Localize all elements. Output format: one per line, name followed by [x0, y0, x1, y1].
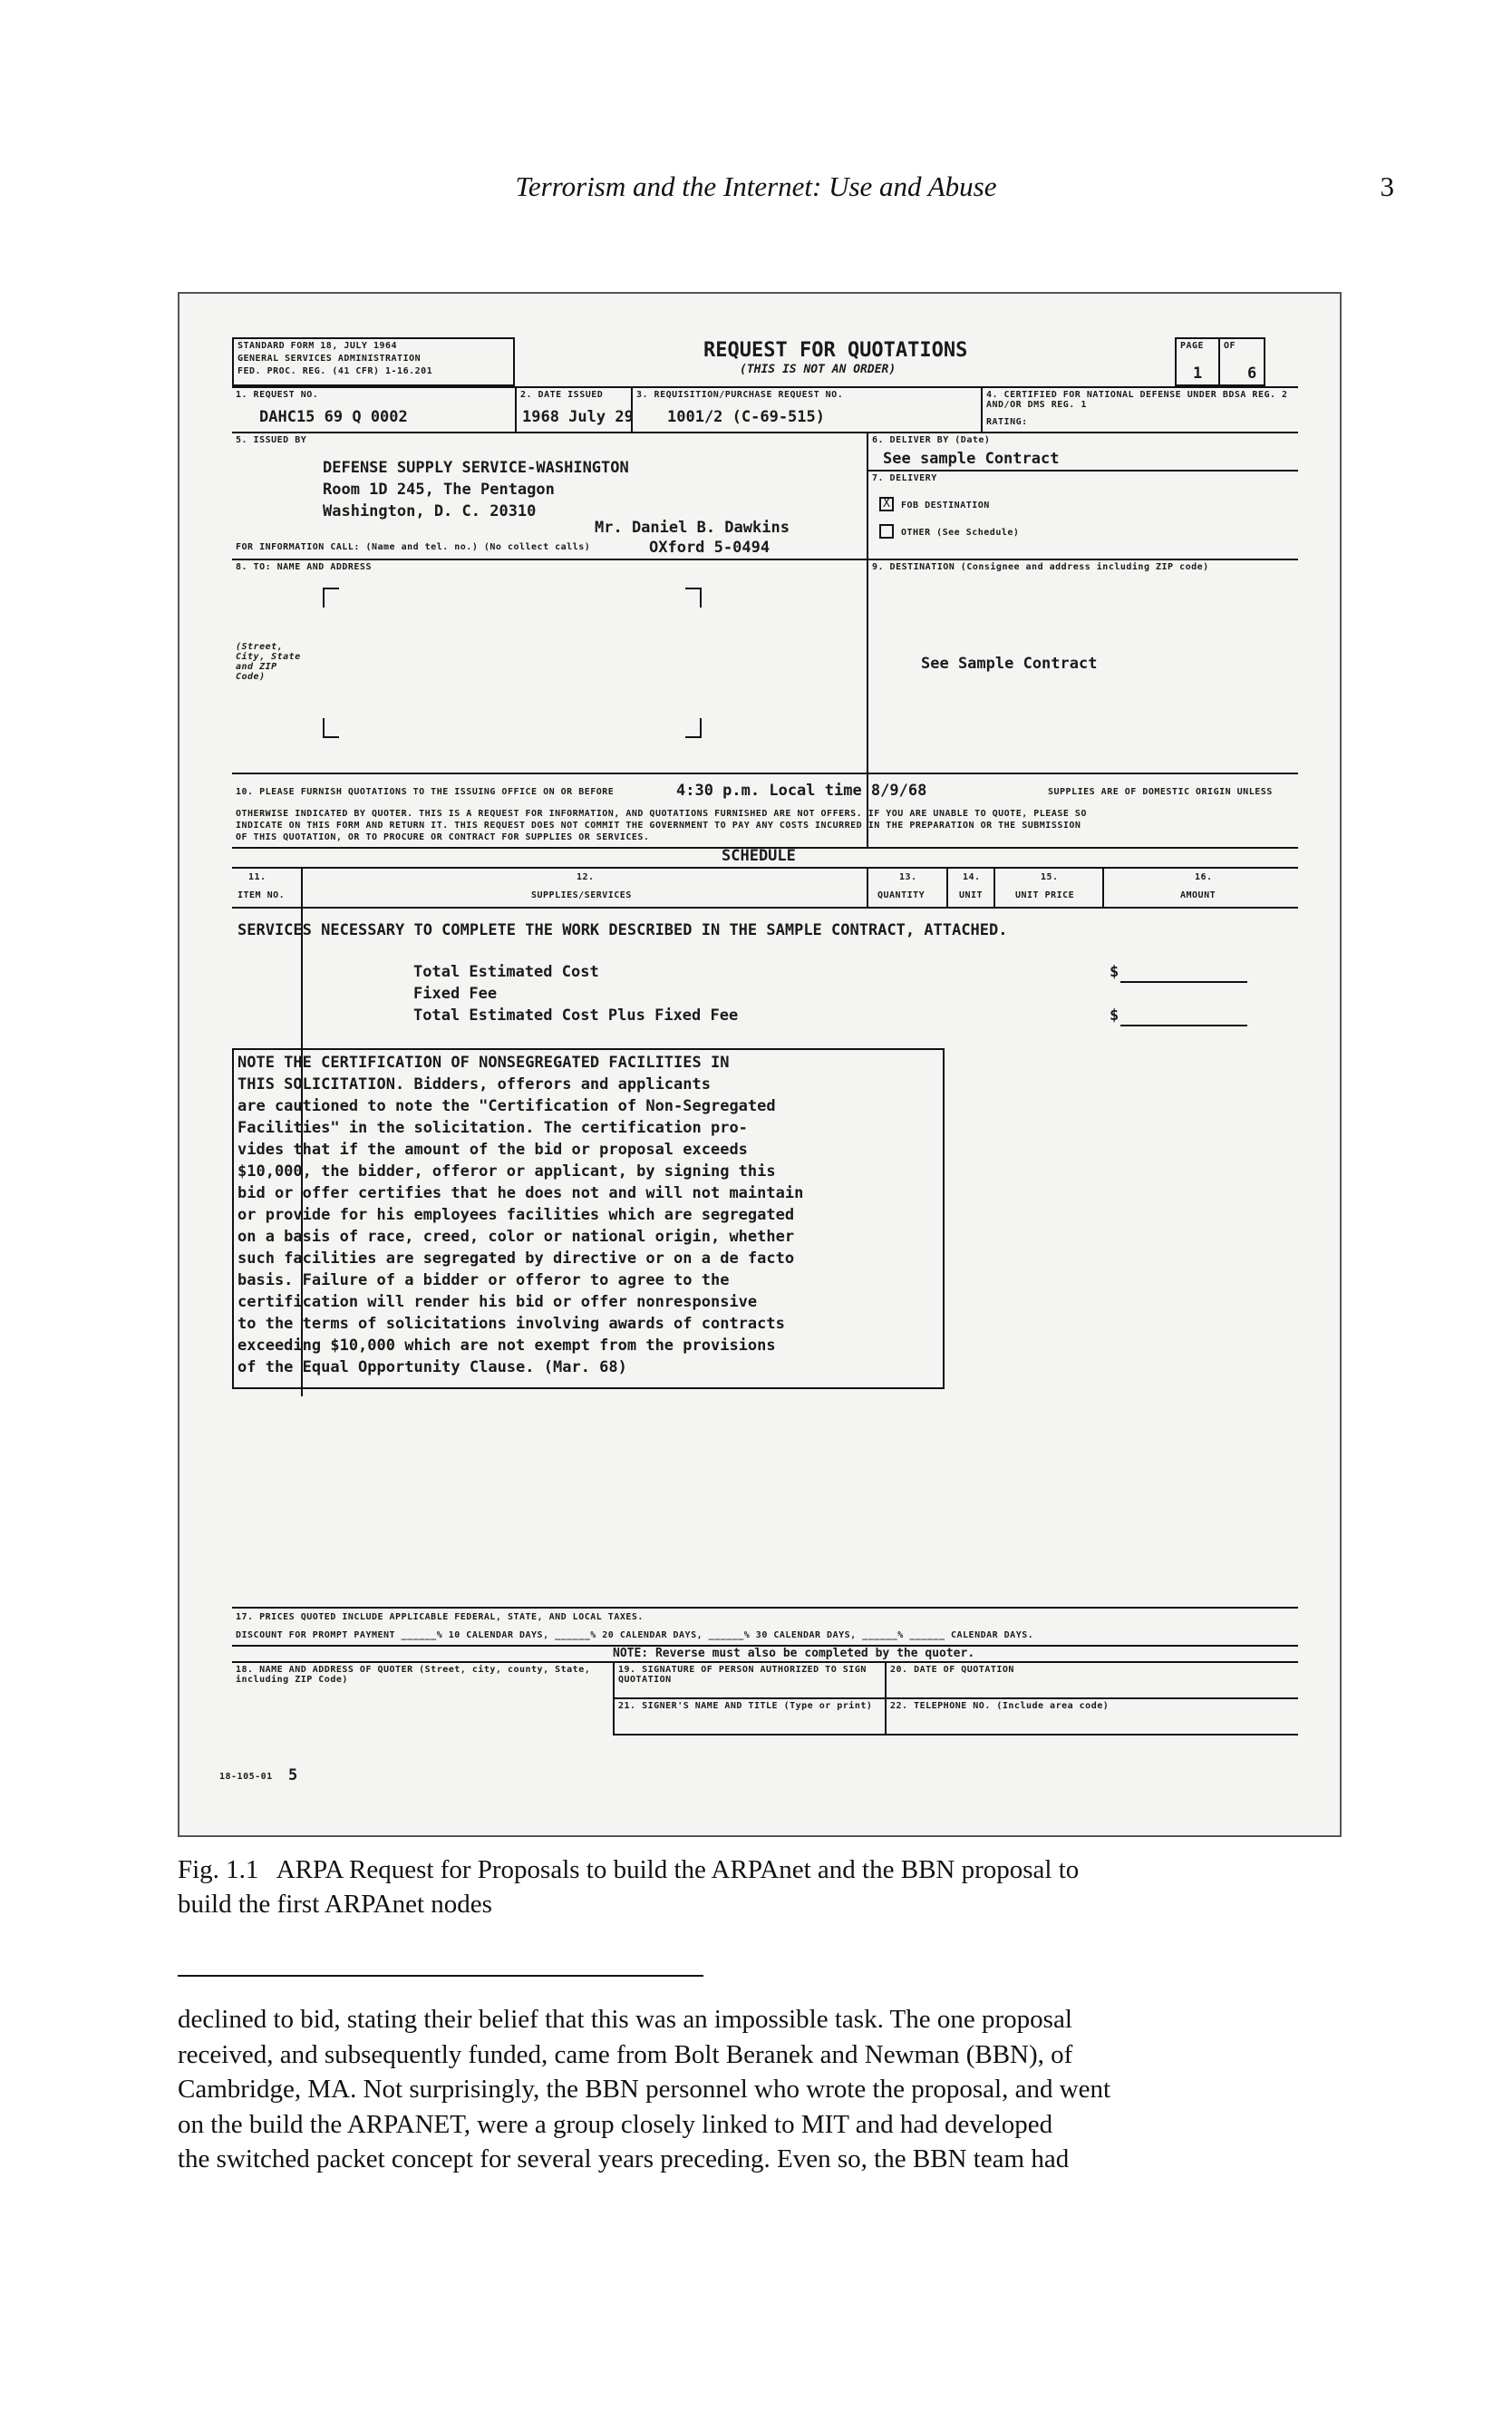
col-label-supplies: SUPPLIES/SERVICES [531, 890, 632, 900]
note-line-6: $10,000, the bidder, offeror or applicant, by signing this [237, 1162, 776, 1181]
page-label: PAGE [1180, 341, 1205, 351]
notice-line-2: INDICATE ON THIS FORM AND RETURN IT. THIS REQUEST DOES NOT COMMIT THE GOVERNMENT TO PAY ANY COSTS INCURRED IN THE PREPARATION OR THE SUBMISSION [236, 821, 1081, 831]
cost-line-1: Total Estimated Cost [413, 963, 599, 981]
row-divider [232, 907, 1298, 909]
col-divider [946, 867, 948, 907]
of-value: 6 [1247, 365, 1257, 383]
rating-label: RATING: [986, 417, 1028, 427]
destination: See Sample Contract [921, 655, 1098, 673]
caption-label: Fig. 1.1 [178, 1855, 259, 1884]
row-divider [613, 1734, 1298, 1736]
col-num-item: 11. [248, 872, 267, 882]
row-divider [232, 1661, 1298, 1663]
request-for-quotations-form [232, 337, 1298, 1734]
note-line-8: or provide for his employees facilities which are segregated [237, 1206, 795, 1224]
note-line-4: Facilities" in the solicitation. The certification pro- [237, 1119, 748, 1137]
row-divider [232, 432, 1298, 433]
destination-label: 9. DESTINATION (Consignee and address including ZIP code) [872, 562, 1209, 572]
form-page: 5 [288, 1766, 298, 1784]
request-no: DAHC15 69 Q 0002 [259, 408, 408, 426]
note-line-9: on a basis of race, creed, color or national origin, whether [237, 1228, 795, 1246]
issuer-line-3: Washington, D. C. 20310 [323, 502, 537, 520]
figure-caption [178, 1852, 1338, 1921]
note-line-11: basis. Failure of a bidder or offeror to agree to the [237, 1271, 730, 1289]
services-line: SERVICES NECESSARY TO COMPLETE THE WORK DESCRIBED IN THE SAMPLE CONTRACT, ATTACHED. [237, 921, 1008, 939]
standard-form-line-1: STANDARD FORM 18, JULY 1964 [237, 341, 398, 351]
date-quotation-label: 20. DATE OF QUOTATION [890, 1665, 1014, 1675]
col-divider [515, 386, 517, 432]
footnote-rule [178, 1975, 703, 1977]
col-divider [1102, 867, 1104, 907]
page-value: 1 [1193, 365, 1203, 383]
scanned-form-figure [178, 292, 1342, 1837]
address-bracket [685, 588, 702, 608]
amount-line [1120, 981, 1247, 983]
telephone-label: 22. TELEPHONE NO. (Include area code) [890, 1701, 1110, 1711]
row-divider [613, 1697, 1298, 1699]
running-title: Terrorism and the Internet: Use and Abuse [515, 170, 997, 202]
dollar-sign-2: $ [1110, 1006, 1119, 1025]
quoter-label: 18. NAME AND ADDRESS OF QUOTER (Street, city, county, State, including ZIP Code) [236, 1665, 591, 1685]
form-number: 18-105-01 [219, 1772, 273, 1782]
delivery-label: 7. DELIVERY [872, 473, 937, 483]
info-call-label: FOR INFORMATION CALL: (Name and tel. no.) (No collect calls) [236, 542, 591, 552]
row-divider [232, 386, 1298, 388]
furnish-tail: SUPPLIES ARE OF DOMESTIC ORIGIN UNLESS [1048, 787, 1273, 797]
reverse-note: NOTE: Reverse must also be completed by the quoter. [613, 1647, 975, 1660]
col-label-unit-price: UNIT PRICE [1015, 890, 1075, 900]
col-num-amount: 16. [1195, 872, 1213, 882]
deliver-by: See sample Contract [883, 450, 1060, 468]
body-line-5: the switched packet concept for several years preceding. Even so, the BBN team had [178, 2144, 1070, 2173]
notice-line-3: OF THIS QUOTATION, OR TO PROCURE OR CONTRACT FOR SUPPLIES OR SERVICES. [236, 832, 650, 842]
other-label: OTHER (See Schedule) [901, 528, 1020, 538]
body-line-4: on the build the ARPANET, were a group closely linked to MIT and had developed [178, 2109, 1053, 2139]
dollar-sign-1: $ [1110, 963, 1119, 981]
signature-label: 19. SIGNATURE OF PERSON AUTHORIZED TO SIGN QUOTATION [618, 1665, 867, 1685]
amount-line [1120, 1025, 1247, 1026]
date-issued: 1968 July 29 [522, 408, 634, 426]
standard-form-line-3: FED. PROC. REG. (41 CFR) 1-16.201 [237, 366, 433, 376]
col-label-amount: AMOUNT [1180, 890, 1216, 900]
col-divider [981, 386, 983, 432]
issuer-line-1: DEFENSE SUPPLY SERVICE-WASHINGTON [323, 459, 629, 477]
caption-text-line-1: ARPA Request for Proposals to build the ARPAnet and the BBN proposal to [276, 1855, 1080, 1884]
note-line-12: certification will render his bid or offer nonresponsive [237, 1293, 758, 1311]
col-num-unit: 14. [963, 872, 981, 882]
row-divider [232, 867, 1298, 869]
requisition-label: 3. REQUISITION/PURCHASE REQUEST NO. [636, 390, 844, 400]
note-line-1: NOTE THE CERTIFICATION OF NONSEGREGATED FACILITIES IN [237, 1054, 730, 1072]
note-line-15: of the Equal Opportunity Clause. (Mar. 68) [237, 1358, 627, 1376]
issued-by-label: 5. ISSUED BY [236, 435, 307, 445]
col-label-unit: UNIT [959, 890, 984, 900]
certified-label: 4. CERTIFIED FOR NATIONAL DEFENSE UNDER BDSA REG. 2 AND/OR DMS REG. 1 [986, 390, 1288, 410]
furnish-time: 4:30 p.m. Local time 8/9/68 [676, 782, 927, 800]
fob-destination-checkbox: X [879, 497, 894, 511]
address-bracket [323, 588, 339, 608]
signer-label: 21. SIGNER'S NAME AND TITLE (Type or print) [618, 1701, 873, 1711]
body-line-1: declined to bid, stating their belief that this was an impossible task. The one proposal [178, 2005, 1072, 2034]
note-line-7: bid or offer certifies that he does not and will not maintain [237, 1184, 804, 1202]
page-number: 3 [1380, 170, 1394, 202]
address-bracket [323, 718, 339, 738]
note-line-5: vides that if the amount of the bid or proposal exceeds [237, 1141, 748, 1159]
to-label: 8. TO: NAME AND ADDRESS [236, 562, 372, 572]
row-divider [232, 773, 1298, 774]
page-box-divider [1218, 337, 1220, 386]
address-bracket [685, 718, 702, 738]
note-line-14: exceeding $10,000 which are not exempt from the provisions [237, 1337, 776, 1355]
notice-line-1: OTHERWISE INDICATED BY QUOTER. THIS IS A REQUEST FOR INFORMATION, AND QUOTATIONS FURNISHED ARE NOT OFFERS. IF YOU ARE UNABLE TO QUOTE, PLEASE SO [236, 809, 1087, 819]
requisition-no: 1001/2 (C-69-515) [667, 408, 825, 426]
issuer-line-2: Room 1D 245, The Pentagon [323, 481, 555, 499]
col-num-unit-price: 15. [1041, 872, 1059, 882]
discount-label: DISCOUNT FOR PROMPT PAYMENT ______% 10 CALENDAR DAYS, ______% 20 CALENDAR DAYS, ______% 30 CALENDAR DAYS, ______% ______ CALENDAR DAYS. [236, 1630, 1034, 1640]
cost-line-3: Total Estimated Cost Plus Fixed Fee [413, 1006, 739, 1025]
note-line-10: such facilities are segregated by directive or on a de facto [237, 1249, 795, 1268]
furnish-label: 10. PLEASE FURNISH QUOTATIONS TO THE ISSUING OFFICE ON OR BEFORE [236, 787, 615, 797]
of-label: OF [1224, 341, 1236, 351]
deliver-by-label: 6. DELIVER BY (Date) [872, 435, 991, 445]
prices-label: 17. PRICES QUOTED INCLUDE APPLICABLE FEDERAL, STATE, AND LOCAL TAXES. [236, 1612, 644, 1622]
note-line-3: are cautioned to note the "Certification of Non-Segregated [237, 1097, 776, 1115]
request-no-label: 1. REQUEST NO. [236, 390, 319, 400]
col-num-supplies: 12. [577, 872, 595, 882]
col-label-quantity: QUANTITY [877, 890, 926, 900]
cost-line-2: Fixed Fee [413, 985, 498, 1003]
street-label: (Street, City, State and ZIP Code) [236, 642, 301, 682]
row-divider [867, 470, 1298, 472]
col-divider [867, 867, 868, 907]
contact-phone: OXford 5-0494 [649, 539, 771, 557]
row-divider [232, 559, 1298, 560]
col-num-quantity: 13. [899, 872, 917, 882]
col-label-item: ITEM NO. [237, 890, 286, 900]
contact-name: Mr. Daniel B. Dawkins [595, 519, 790, 537]
form-subtitle: (THIS IS NOT AN ORDER) [740, 363, 897, 376]
body-line-2: received, and subsequently funded, came from Bolt Beranek and Newman (BBN), of [178, 2039, 1073, 2069]
note-line-2: THIS SOLICITATION. Bidders, offerors and applicants [237, 1075, 711, 1094]
other-checkbox [879, 524, 894, 539]
schedule-label: SCHEDULE [722, 847, 796, 865]
standard-form-line-2: GENERAL SERVICES ADMINISTRATION [237, 354, 422, 364]
caption-text-line-2: build the first ARPAnet nodes [178, 1890, 492, 1919]
body-paragraph [178, 2002, 1338, 2177]
row-divider [232, 1607, 1298, 1609]
col-divider [993, 867, 995, 907]
form-title: REQUEST FOR QUOTATIONS [703, 339, 968, 362]
body-line-3: Cambridge, MA. Not surprisingly, the BBN personnel who wrote the proposal, and went [178, 2075, 1111, 2104]
note-line-13: to the terms of solicitations involving awards of contracts [237, 1315, 785, 1333]
running-head [0, 170, 1512, 207]
fob-destination-label: FOB DESTINATION [901, 501, 990, 510]
date-issued-label: 2. DATE ISSUED [520, 390, 604, 400]
